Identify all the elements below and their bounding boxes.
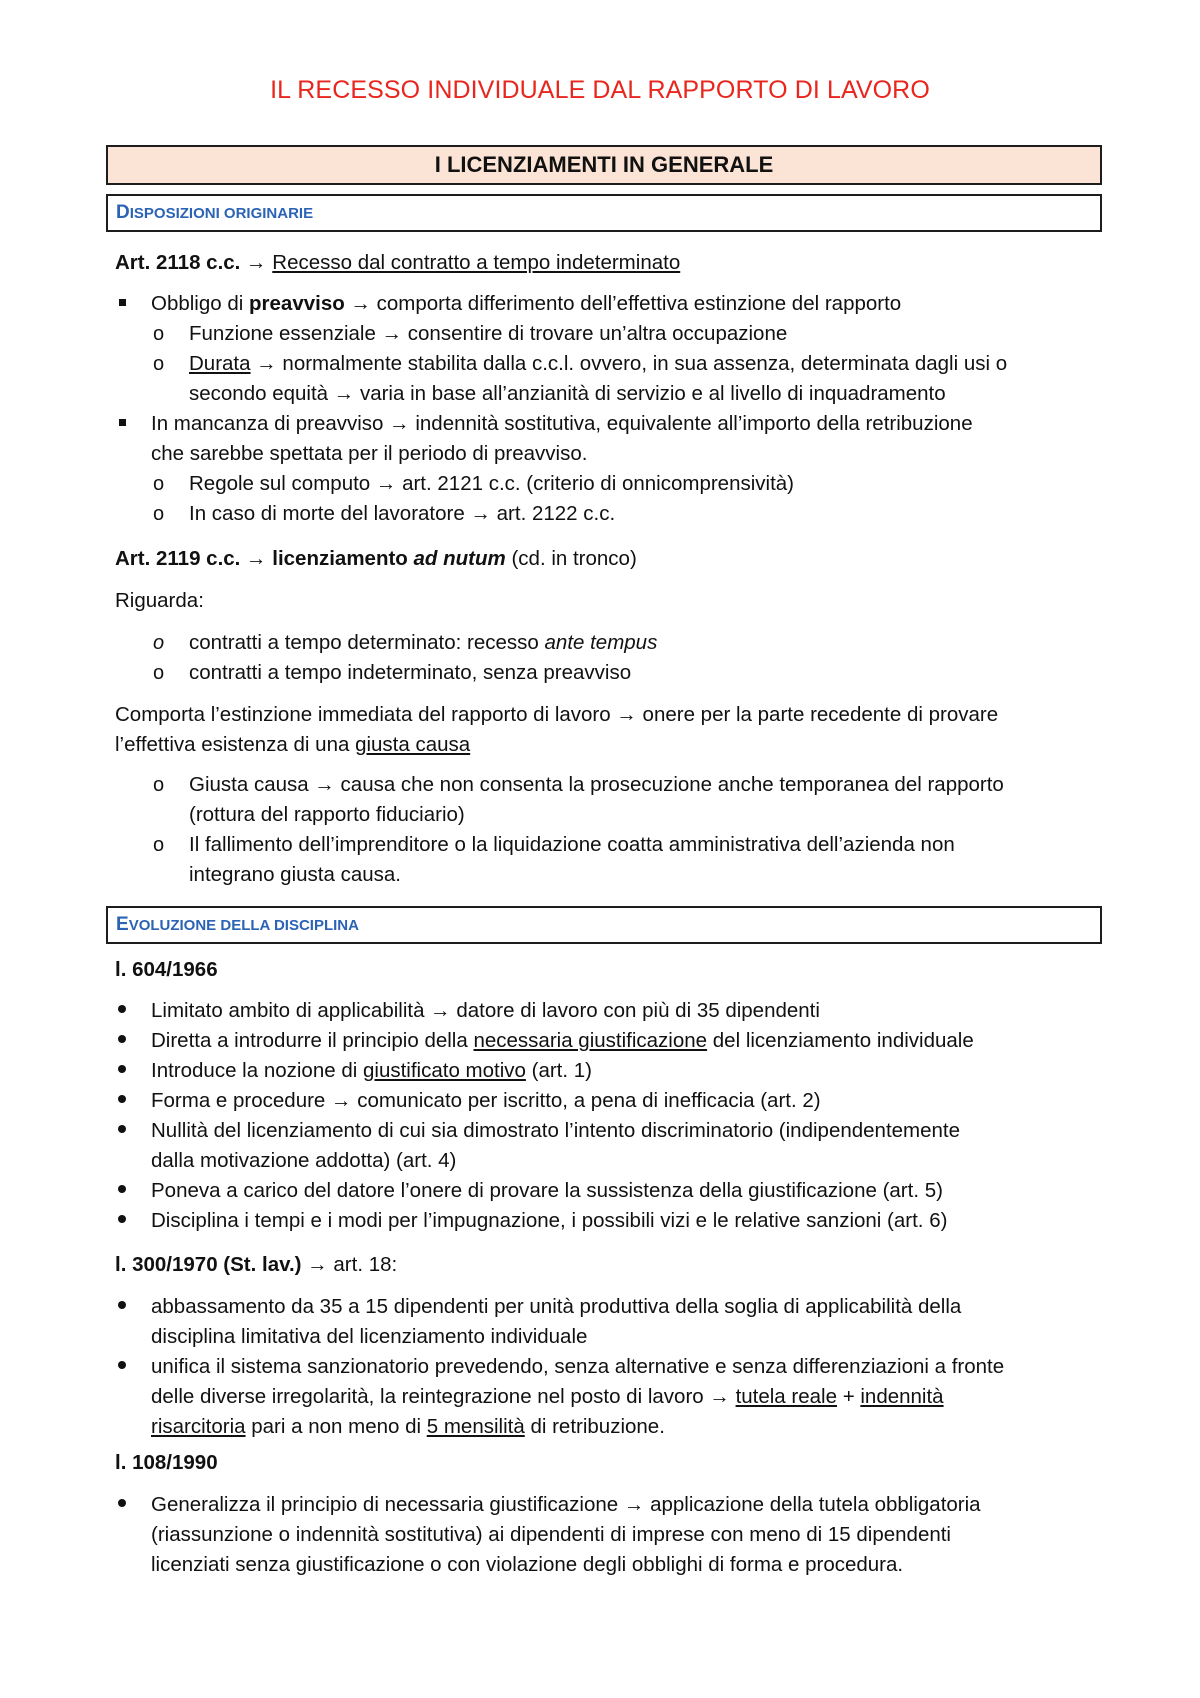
list-item bbox=[115, 770, 1100, 830]
text-run: + bbox=[837, 1385, 861, 1408]
list-item bbox=[115, 1206, 1100, 1236]
list-item bbox=[115, 1026, 1100, 1056]
text-run: Diretta a introdurre il principio della bbox=[151, 1029, 474, 1052]
circle-bullet-icon: o bbox=[153, 503, 165, 525]
text-run: Giusta causa → causa che non consenta la prosecuzione anche temporanea del rapporto bbox=[189, 773, 1004, 796]
list-item bbox=[115, 409, 1100, 469]
text-run-underlined: giustificato motivo bbox=[362, 1059, 526, 1082]
text-run: del licenziamento individuale bbox=[707, 1029, 974, 1052]
list-item bbox=[115, 1056, 1100, 1086]
round-bullet-icon bbox=[115, 1026, 143, 1056]
text-run: Obbligo di bbox=[151, 292, 250, 315]
text-run: Disciplina i tempi e i modi per l’impugnazione, i possibili vizi e le relative sanzioni (art. 6) bbox=[151, 1209, 948, 1232]
round-bullet-icon bbox=[115, 1086, 143, 1116]
law-108-heading: l. 108/1990 bbox=[115, 1451, 218, 1474]
square-bullet-icon bbox=[115, 289, 143, 319]
document-title: IL RECESSO INDIVIDUALE DAL RAPPORTO DI LAVORO bbox=[270, 76, 930, 104]
text-run-underlined: indennità bbox=[860, 1385, 944, 1408]
circle-bullet-icon: o bbox=[153, 353, 165, 375]
art-2118-block bbox=[115, 248, 1100, 278]
text-run-underlined: Durata bbox=[189, 352, 251, 375]
art-2118-list bbox=[115, 289, 1100, 529]
text-run: Comporta l’estinzione immediata del rapporto di lavoro → onere per la parte recedente di provare bbox=[115, 703, 999, 726]
circle-bullet-icon: o bbox=[153, 662, 165, 684]
round-bullet-icon bbox=[115, 1056, 143, 1086]
text-run: dalla motivazione addotta) (art. 4) bbox=[151, 1149, 457, 1172]
riguarda-label: Riguarda: bbox=[115, 589, 204, 612]
text-run: licenziati senza giustificazione o con violazione degli obblighi di forma e procedura. bbox=[151, 1553, 904, 1576]
list-item bbox=[115, 469, 1100, 499]
text-run-bold: Art. 2119 c.c. → licenziamento bbox=[115, 547, 414, 570]
list-item bbox=[115, 1292, 1100, 1352]
subsection-rest: VOLUZIONE DELLA DISCIPLINA bbox=[128, 917, 359, 934]
list-item bbox=[115, 349, 1100, 409]
list-item bbox=[115, 1352, 1100, 1442]
circle-bullet-icon: o bbox=[153, 323, 165, 345]
riguarda-list bbox=[115, 628, 1100, 688]
text-run: contratti a tempo indeterminato, senza preavviso bbox=[189, 661, 632, 684]
text-run: (cd. in tronco) bbox=[505, 547, 637, 570]
text-run-underlined: risarcitoria bbox=[151, 1415, 246, 1438]
text-run: che sarebbe spettata per il periodo di preavviso. bbox=[151, 442, 588, 465]
subsection-heading-disposizioni bbox=[106, 194, 1102, 232]
comporta-paragraph bbox=[115, 700, 1100, 760]
text-run: Funzione essenziale → consentire di trovare un’altra occupazione bbox=[189, 322, 788, 345]
art-2118-heading bbox=[115, 248, 1100, 278]
giusta-causa-list bbox=[115, 770, 1100, 890]
round-bullet-icon bbox=[115, 1116, 143, 1146]
round-bullet-icon bbox=[115, 1292, 143, 1322]
section-heading-licenziamenti: I LICENZIAMENTI IN GENERALE bbox=[106, 145, 1102, 185]
list-item bbox=[115, 289, 1100, 319]
subsection-heading-evoluzione bbox=[106, 906, 1102, 944]
text-run: Generalizza il principio di necessaria giustificazione → applicazione della tutela obbligatoria bbox=[151, 1493, 981, 1516]
art-2119-heading bbox=[115, 544, 1100, 574]
text-run: Nullità del licenziamento di cui sia dimostrato l’intento discriminatorio (indipendentemente bbox=[151, 1119, 961, 1142]
list-item bbox=[115, 830, 1100, 890]
text-run: Poneva a carico del datore l’onere di provare la sussistenza della giustificazione (art. 5) bbox=[151, 1179, 943, 1202]
text-run: In caso di morte del lavoratore → art. 2122 c.c. bbox=[189, 502, 616, 525]
text-run: → comporta differimento dell’effettiva estinzione del rapporto bbox=[344, 292, 902, 315]
list-item bbox=[115, 658, 1100, 688]
subsection-initial: D bbox=[116, 202, 130, 223]
circle-bullet-icon: o bbox=[153, 473, 165, 495]
round-bullet-icon bbox=[115, 1206, 143, 1236]
round-bullet-icon bbox=[115, 1352, 143, 1382]
text-run-bold: preavviso bbox=[249, 292, 345, 315]
text-run: pari a non meno di bbox=[245, 1415, 427, 1438]
circle-bullet-icon: o bbox=[153, 632, 165, 654]
list-item bbox=[115, 1116, 1100, 1176]
circle-bullet-icon: o bbox=[153, 834, 165, 856]
text-run: → art. 18: bbox=[301, 1253, 398, 1276]
round-bullet-icon bbox=[115, 1176, 143, 1206]
text-run-underlined: giusta causa bbox=[355, 733, 471, 756]
text-run: (riassunzione o indennità sostitutiva) ai dipendenti di imprese con meno di 15 dipendenti bbox=[151, 1523, 951, 1546]
list-item bbox=[115, 1490, 1100, 1580]
text-run-italic: ante tempus bbox=[544, 631, 658, 654]
list-item bbox=[115, 499, 1100, 529]
text-run: (art. 1) bbox=[525, 1059, 592, 1082]
text-run: Introduce la nozione di bbox=[151, 1059, 363, 1082]
art-2118-title: Recesso dal contratto a tempo indeterminato bbox=[272, 251, 681, 274]
text-run: l’effettiva esistenza di una bbox=[115, 733, 356, 756]
text-run: integrano giusta causa. bbox=[189, 863, 401, 886]
text-run: contratti a tempo determinato: recesso bbox=[189, 631, 545, 654]
text-run: → normalmente stabilita dalla c.c.l. ovvero, in sua assenza, determinata dagli usi o bbox=[250, 352, 1008, 375]
law-604-list bbox=[115, 996, 1100, 1236]
text-run-underlined: necessaria giustificazione bbox=[473, 1029, 708, 1052]
law-300-heading bbox=[115, 1250, 1100, 1280]
text-run: secondo equità → varia in base all’anzianità di servizio e al livello di inquadramento bbox=[189, 382, 946, 405]
text-run: Forma e procedure → comunicato per iscritto, a pena di inefficacia (art. 2) bbox=[151, 1089, 821, 1112]
circle-bullet-icon: o bbox=[153, 774, 165, 796]
text-run: Regole sul computo → art. 2121 c.c. (criterio di onnicomprensività) bbox=[189, 472, 795, 495]
text-run-underlined: 5 mensilità bbox=[426, 1415, 525, 1438]
text-run-bold: l. 300/1970 (St. lav.) bbox=[115, 1253, 302, 1276]
text-run: disciplina limitativa del licenziamento individuale bbox=[151, 1325, 588, 1348]
text-run: abbassamento da 35 a 15 dipendenti per unità produttiva della soglia di applicabilità della bbox=[151, 1295, 962, 1318]
text-run: delle diverse irregolarità, la reintegrazione nel posto di lavoro → bbox=[151, 1385, 736, 1408]
text-run: di retribuzione. bbox=[524, 1415, 665, 1438]
square-bullet-icon bbox=[115, 409, 143, 439]
text-run: (rottura del rapporto fiduciario) bbox=[189, 803, 465, 826]
list-item bbox=[115, 1176, 1100, 1206]
text-run-underlined: tutela reale bbox=[735, 1385, 837, 1408]
list-item bbox=[115, 1086, 1100, 1116]
text-run: Il fallimento dell’imprenditore o la liquidazione coatta amministrativa dell’azienda non bbox=[189, 833, 955, 856]
text-run-bold-italic: ad nutum bbox=[413, 547, 506, 570]
art-2118-label: Art. 2118 c.c. → bbox=[115, 251, 273, 274]
text-run: unifica il sistema sanzionatorio prevedendo, senza alternative e senza differenziazioni a fronte bbox=[151, 1355, 1005, 1378]
list-item bbox=[115, 628, 1100, 658]
law-604-heading: l. 604/1966 bbox=[115, 958, 218, 981]
list-item bbox=[115, 319, 1100, 349]
text-run: In mancanza di preavviso → indennità sostitutiva, equivalente all’importo della retribuzione bbox=[151, 412, 973, 435]
text-run: Limitato ambito di applicabilità → datore di lavoro con più di 35 dipendenti bbox=[151, 999, 820, 1022]
list-item bbox=[115, 996, 1100, 1026]
round-bullet-icon bbox=[115, 996, 143, 1026]
round-bullet-icon bbox=[115, 1490, 143, 1520]
law-300-list bbox=[115, 1292, 1100, 1442]
subsection-initial: E bbox=[116, 914, 129, 935]
subsection-rest: ISPOSIZIONI ORIGINARIE bbox=[129, 205, 314, 222]
law-108-list bbox=[115, 1490, 1100, 1580]
